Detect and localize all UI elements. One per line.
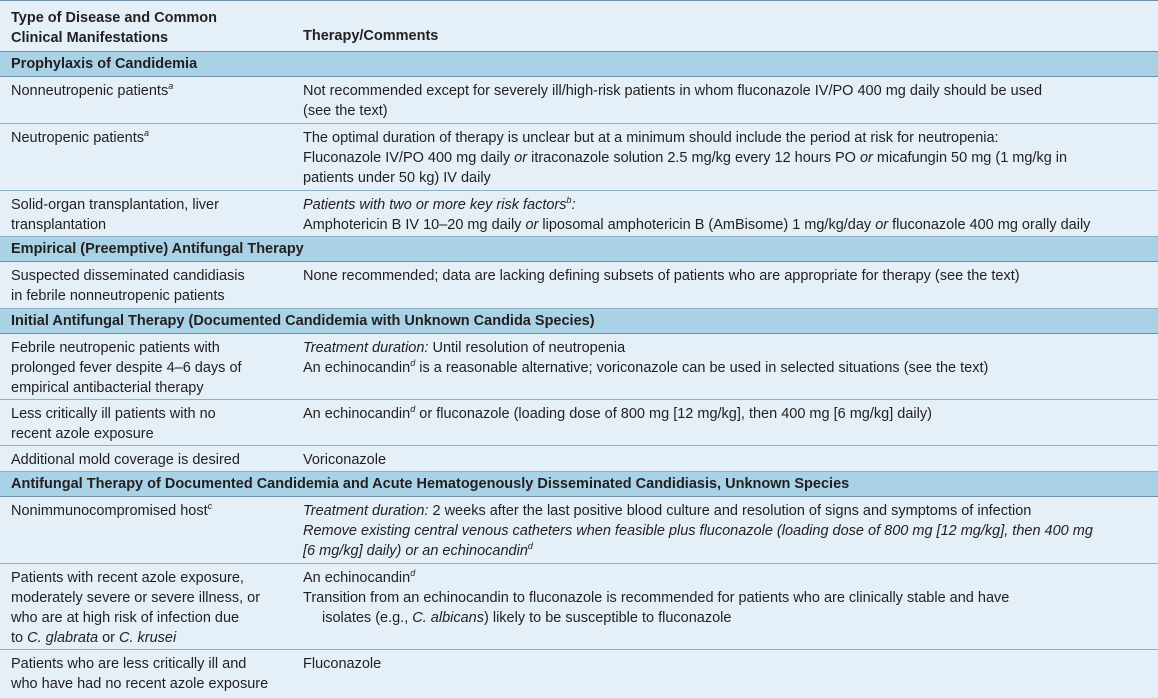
section-empirical: Empirical (Preemptive) Antifungal Therapy — [0, 237, 1158, 262]
row-therapy: An echinocandin$^d$ Transition from an echinocandin to fluconazole is recommended for patients who are clinically stable and have isolates (e.g., C. albicans) likely to be susceptible to fluconazole — [303, 568, 1010, 626]
row-therapy: Patients with two or more key risk factors$^b$: Amphotericin B IV 10–20 mg daily or liposomal amphotericin B (AmBisome) 1 mg/kg/day or fluconazole 400 mg orally daily — [303, 195, 1091, 233]
row-label: Patients with recent azole exposure, moderately severe or severe illness, or who are at high risk of infection due to C. glabrata or C. krusei — [11, 570, 261, 646]
header-col1-line2: Clinical Manifestations — [11, 30, 169, 46]
table-row — [0, 650, 1158, 696]
header-col1-line1: Type of Disease and Common — [11, 10, 217, 26]
table-row — [0, 334, 1158, 400]
row-label: Suspected disseminated candidiasis in febrile nonneutropenic patients — [11, 268, 245, 304]
table-row — [0, 564, 1158, 650]
row-label: Febrile neutropenic patients with prolonged fever despite 4–6 days of empirical antibacterial therapy — [11, 340, 242, 396]
table-row — [0, 124, 1158, 191]
row-label: Nonimmunocompromised host$^c$ — [11, 501, 213, 519]
row-therapy: Fluconazole — [303, 656, 382, 672]
section-prophylaxis: Prophylaxis of Candidemia — [0, 52, 1158, 77]
row-therapy: Voriconazole — [303, 452, 387, 468]
table-row — [0, 400, 1158, 446]
row-therapy: Not recommended except for severely ill/high-risk patients in whom fluconazole IV/PO 400 mg daily should be used (see the text) — [303, 83, 1043, 119]
row-label: Solid-organ transplantation, liver transplantation — [11, 197, 219, 233]
table-row — [0, 446, 1158, 472]
header-col2: Therapy/Comments — [303, 28, 439, 44]
table-row — [0, 77, 1158, 124]
table-header — [0, 0, 1158, 52]
table-row — [0, 191, 1158, 237]
header-col1 — [0, 1, 292, 51]
row-label: Less critically ill patients with no recent azole exposure — [11, 406, 216, 442]
row-therapy: The optimal duration of therapy is unclear but at a minimum should include the period at risk for neutropenia: Fluconazole IV/PO 400 mg daily or itraconazole solution 2.5 mg/kg every 12 hours PO or micafungin 50 mg (1 mg/kg in patients under 50 kg) IV daily — [303, 130, 1068, 186]
table-row — [0, 497, 1158, 564]
row-therapy: None recommended; data are lacking defining subsets of patients who are appropriate for therapy (see the text) — [303, 268, 1020, 284]
row-label: Neutropenic patients$^a$ — [11, 128, 150, 146]
row-label: Nonneutropenic patients$^a$ — [11, 81, 174, 99]
section-documented: Antifungal Therapy of Documented Candidemia and Acute Hematogenously Disseminated Candidiasis, Unknown Species — [0, 472, 1158, 497]
row-label: Additional mold coverage is desired — [11, 452, 240, 468]
row-label: Patients who are less critically ill and who have had no recent azole exposure — [11, 656, 269, 692]
section-initial: Initial Antifungal Therapy (Documented Candidemia with Unknown Candida Species) — [0, 309, 1158, 334]
row-therapy: An echinocandin$^d$ or fluconazole (loading dose of 800 mg [12 mg/kg], then 400 mg [6 mg/kg] daily) — [303, 404, 932, 422]
row-therapy: Treatment duration: Until resolution of neutropenia An echinocandin$^d$ is a reasonable alternative; voriconazole can be used in selected situations (see the text) — [303, 340, 989, 376]
row-therapy: Treatment duration: 2 weeks after the last positive blood culture and resolution of signs and symptoms of infection Remove existing central venous catheters when feasible plus fluconazole (loading dose of 800 mg [12 mg/kg], then 400 mg [6 mg/kg] daily) or an echinocandin$^d$ — [303, 503, 1093, 559]
table-row — [0, 262, 1158, 309]
